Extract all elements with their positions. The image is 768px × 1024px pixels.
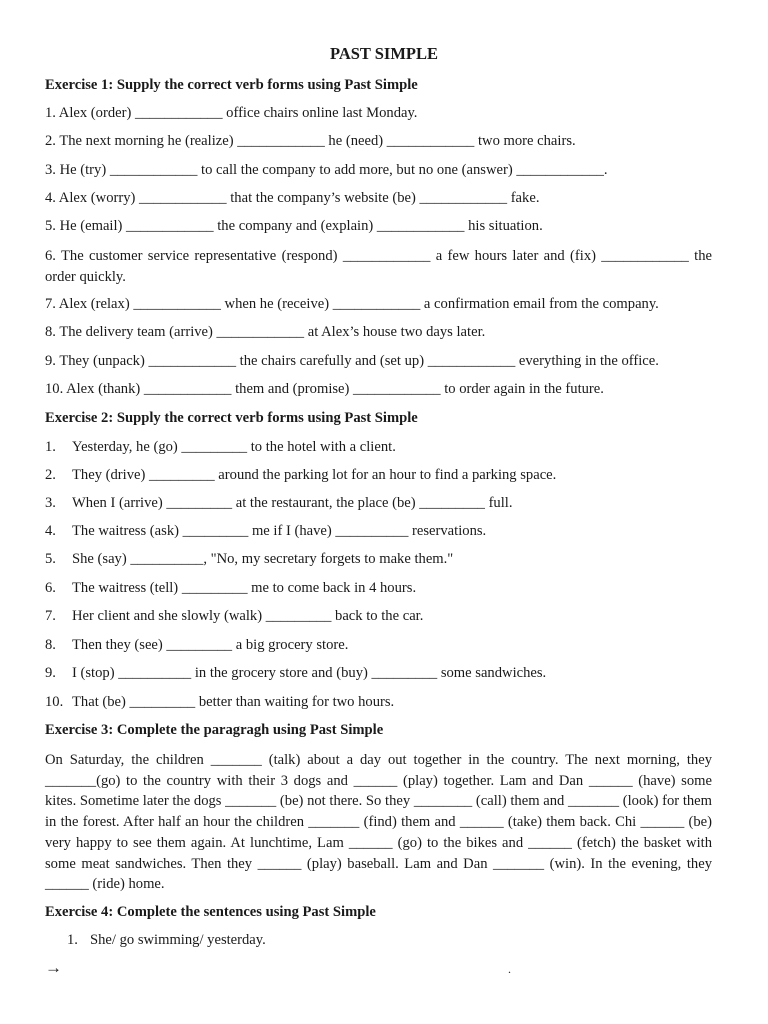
exercise-1-item-1: 1. Alex (order) ____________ office chairs online last Monday. <box>45 105 418 121</box>
exercise-3-paragraph: On Saturday, the children _______ (talk) about a day out together in the country. The next morning, they _______(go) to the country with their 3 dogs and ______ (play) together. Lam and Dan ______ (have) some kites. Sometime later the dogs _______ (be) not there. So they ________ (call) them and _______ (look) for them in the forest. After half an hour the children _______ (find) them and ______ (take) them back. Chi ______ (be) very happy to see them again. At lunchtime, Lam ______ (go) to the bikes and ______ (fetch) the basket with some meat sandwiches. Then they ______ (play) baseball. Lam and Dan _______ (win). In the evening, they ______ (ride) home. <box>45 752 712 893</box>
page-title: PAST SIMPLE <box>329 44 439 63</box>
exercise-4-heading: Exercise 4: Complete the sentences using Past Simple <box>45 904 376 920</box>
exercise-4-item-text: She/ go swimming/ yesterday. <box>90 932 266 948</box>
exercise-2-item-text: She (say) __________, "No, my secretary forgets to make them." <box>72 551 454 567</box>
exercise-2-item-number: 5. <box>45 551 56 567</box>
answer-line-end-dot: . <box>508 962 511 976</box>
exercise-2-item-text: The waitress (ask) _________ me if I (have) __________ reservations. <box>72 523 487 539</box>
exercise-2-item-text: That (be) _________ better than waiting for two hours. <box>72 694 395 710</box>
exercise-1-item-2: 2. The next morning he (realize) ____________ he (need) ____________ two more chairs. <box>45 133 576 149</box>
exercise-2-item-text: They (drive) _________ around the parking lot for an hour to find a parking space. <box>72 467 557 483</box>
exercise-2-item-text: When I (arrive) _________ at the restaurant, the place (be) _________ full. <box>72 495 513 511</box>
exercise-1-item-6: 6. The customer service representative (respond) ____________ a few hours later and (fix) ____________ the order quickly. <box>45 248 712 285</box>
exercise-2-item-number: 10. <box>45 694 64 710</box>
exercise-2-item-text: The waitress (tell) _________ me to come back in 4 hours. <box>72 580 417 596</box>
exercise-1-item-8: 8. The delivery team (arrive) ____________ at Alex’s house two days later. <box>45 324 486 340</box>
exercise-2-item-number: 6. <box>45 580 56 596</box>
exercise-1-item-5: 5. He (email) ____________ the company and (explain) ____________ his situation. <box>45 218 543 234</box>
exercise-2-item-number: 3. <box>45 495 56 511</box>
exercise-2-item-number: 1. <box>45 439 56 455</box>
exercise-2-item-number: 2. <box>45 467 56 483</box>
exercise-2-item-text: Yesterday, he (go) _________ to the hotel with a client. <box>72 439 396 455</box>
exercise-2-item-text: I (stop) __________ in the grocery store and (buy) _________ some sandwiches. <box>72 665 547 681</box>
exercise-1-item-9: 9. They (unpack) ____________ the chairs carefully and (set up) ____________ everything in the office. <box>45 353 659 369</box>
exercise-2-item-number: 4. <box>45 523 56 539</box>
answer-arrow-icon: → <box>45 958 62 977</box>
exercise-1-item-10: 10. Alex (thank) ____________ them and (promise) ____________ to order again in the future. <box>45 381 604 397</box>
exercise-1-item-3: 3. He (try) ____________ to call the company to add more, but no one (answer) ____________. <box>45 162 608 178</box>
exercise-1-heading: Exercise 1: Supply the correct verb forms using Past Simple <box>45 77 418 93</box>
exercise-2-heading: Exercise 2: Supply the correct verb forms using Past Simple <box>45 410 418 426</box>
exercise-4-item-number: 1. <box>67 932 78 948</box>
exercise-2-item-text: Her client and she slowly (walk) _________ back to the car. <box>72 608 424 624</box>
exercise-2-item-number: 7. <box>45 608 56 624</box>
exercise-1-item-4: 4. Alex (worry) ____________ that the company’s website (be) ____________ fake. <box>45 190 540 206</box>
exercise-3-heading: Exercise 3: Complete the paragragh using Past Simple <box>45 722 384 738</box>
exercise-2-item-number: 8. <box>45 637 56 653</box>
exercise-1-item-7: 7. Alex (relax) ____________ when he (receive) ____________ a confirmation email from the company. <box>45 296 659 312</box>
exercise-2-item-number: 9. <box>45 665 56 681</box>
exercise-2-item-text: Then they (see) _________ a big grocery store. <box>72 637 349 653</box>
